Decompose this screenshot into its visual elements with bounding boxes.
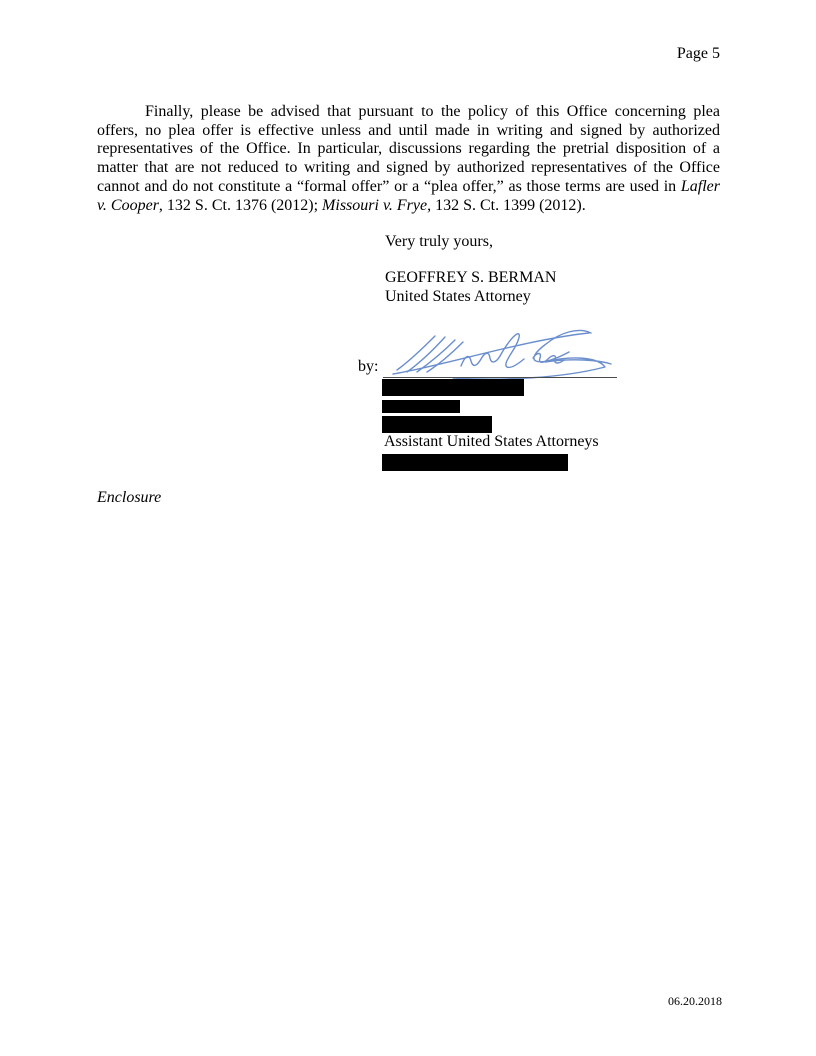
assistants-title: Assistant United States Attorneys — [384, 433, 599, 450]
handwritten-signature-icon — [383, 324, 619, 382]
case-citation-lafler: Lafler v. Cooper — [97, 177, 720, 214]
paragraph-text-2: , 132 S. Ct. 1376 (2012); — [158, 196, 323, 214]
closing-salutation: Very truly yours, — [385, 233, 493, 250]
case-citation-frye: Missouri v. Frye — [322, 196, 428, 214]
redaction-bar-3 — [382, 416, 492, 433]
signer-title: United States Attorney — [385, 287, 531, 305]
enclosure-label: Enclosure — [97, 489, 162, 506]
redaction-bar-1 — [382, 379, 524, 396]
paragraph-text-3: , 132 S. Ct. 1399 (2012). — [427, 196, 586, 214]
redaction-bar-2 — [382, 400, 460, 413]
signer-name: GEOFFREY S. BERMAN — [385, 269, 557, 286]
page-number: Page 5 — [676, 45, 720, 62]
body-paragraph — [97, 103, 720, 215]
signature-line — [383, 377, 617, 378]
footer-date: 06.20.2018 — [668, 994, 722, 1008]
by-label: by: — [358, 358, 379, 375]
redaction-bar-4 — [382, 454, 568, 471]
signer-block — [385, 269, 556, 306]
paragraph-text-1: Finally, please be advised that pursuant to the policy of this Office concerning plea offers, no plea offer is effective unless and until made in writing and signed by authorized representatives of the Office. In particular, discussions regarding the pretrial disposition of a matter that are not reduced to writing and signed by authorized representatives of the Office cannot and do not constitute a “formal offer” or a “plea offer,” as those terms are used in — [97, 103, 720, 195]
